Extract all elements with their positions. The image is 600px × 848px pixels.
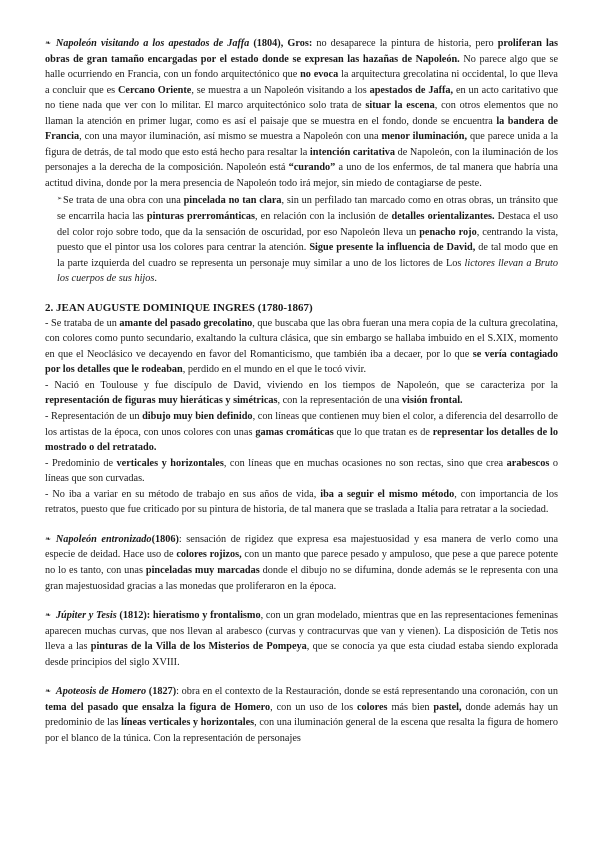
emphasis-text: Apoteosis de Homero [55,686,147,698]
emphasis-text: se vería contagiado por los detalles que le rodeaban [45,348,558,376]
body-text: donde además hay un predominio de las [45,701,558,729]
fleuron-bullet-icon: ❧ [45,611,51,620]
paragraph-napoleon-jaffa-note [57,191,558,286]
body-text: - Representación de un [45,411,143,423]
list-item [45,316,558,378]
body-text: - No iba a variar en su método de trabajo en sus años de vida, [45,488,321,500]
body-text: más bien [387,701,434,713]
body-text: no desaparece la pintura de historia, pero [316,38,498,49]
body-text: , sin un perfilado tan marcado como en otras obras, un tránsito que se encarrila hacia las [57,195,558,223]
emphasis-text: visión frontal. [401,395,463,407]
emphasis-text: representar los detalles de lo mostrado o del retratado. [45,426,558,454]
list-item [45,378,558,409]
emphasis-text: Napoleón visitando a los apestados de Jaffa [55,38,250,49]
emphasis-text: (1806) [151,533,179,545]
arrow-bullet-icon: ➢ [57,195,63,203]
fleuron-bullet-icon: ❧ [45,534,51,543]
emphasis-text: representación de figuras muy hieráticas y simétricas [45,395,278,407]
body-text: en un acto caritativo que no tiene nada que ver con lo militar. El marco arquitectónico solo trata de [45,84,559,112]
body-text: o líneas que son curvadas. [45,457,559,485]
emphasis-text: pinturas de la Villa de los Misterios de Pompeya [90,641,307,653]
emphasis-text: menor iluminación, [381,131,468,143]
body-text: a uno de los enfermos, de tal manera que habría una actitud divina, donde por la mera presencia de Napoleón todo irá mejor, sin miedo de contagiarse de peste. [45,162,558,189]
body-text: , con otros elementos que no llaman la atención en primer lugar, como es así el paisaje que se muestra en el fondo, donde se encuentra [45,100,558,127]
emphasis-text: penacho rojo [419,226,477,238]
emphasis-text: dibujo muy bien definido [142,411,253,423]
emphasis-text: líneas verticales y horizontales [121,717,255,729]
body-text: con un manto que parece pesado y ampuloso, que pese a que parece potente no lo es tanto, con unas [45,549,559,576]
emphasis-text: pinceladas muy marcadas [145,564,260,576]
body-text: , con la representación de una [277,395,402,407]
body-text: , en relación con la inclusión de [254,211,392,223]
body-text: : obra en el contexto de la Restauración, donde se está representando una coronación, con un [176,686,559,698]
body-text: que parece unida a la figura de detrás, de tal modo que esto está hecho para resaltar la [45,131,558,158]
emphasis-text: Cercano Oriente [118,84,192,96]
emphasis-text: apestados de Jaffa, [369,84,454,96]
body-text: , con un gran modelado, mientras que en las representaciones femeninas aparecen muchas curvas, que nos llevan al arabesco (curvas y contracurvas que van y vienen). La disposición de Tetis nos lleva a las [45,610,558,653]
body-text: la arquitectura grecolatina ni occidental, lo que lleva a concluir que es [45,69,558,96]
paragraph-napoleon-entronizado [45,532,558,594]
body-text: - Nació en Toulouse y fue discípulo de David, viviendo en los tiempos de Napoleón, que se caracteriza por la [45,379,558,391]
body-text: que lo que tratan es de [333,426,433,438]
emphasis-text: gamas cromáticas [255,426,334,438]
body-text: , con importancia de los retratos, puesto que fue criticado por su pintura de historia, de tal manera que se traslada a Italia para retratar a la sociedad. [45,488,559,516]
paragraph-apoteosis-homero [45,684,558,746]
body-text: , centrando la vista, puesto que el pintor usa los colores para centrar la atención. [57,226,559,254]
paragraph-jupiter-tesis [45,608,558,670]
body-text: . [154,273,157,285]
emphasis-text: pastel, [433,701,462,713]
paragraph-napoleon-jaffa [45,36,558,191]
body-text: Se trata de una obra con una [63,195,184,207]
body-text: - Predominio de [45,457,117,469]
emphasis-text: Napoleón entronizado [55,533,152,545]
body-text: , con un uso de los [270,701,357,713]
body-text: , con una mayor iluminación, así mismo se muestra a Napoleón con una [79,131,382,143]
emphasis-text: (1812): hieratismo y frontalismo [116,610,261,622]
section-heading-ingres: 2. JEAN AUGUSTE DOMINIQUE INGRES (1780-1867) [45,301,313,314]
emphasis-text: iba a seguir el mismo método [320,488,455,500]
body-text: , con líneas que en muchas ocasiones no son rectas, sino que crea [223,457,507,469]
body-text: donde el dibujo no se difumina, donde además se le representa con una gran majestuosidad gracias a las monedas que proliferaron en la época. [45,564,558,592]
emphasis-text: (1827) [146,686,177,698]
emphasis-text: lictores llevan a Bruto los cuerpos de sus hijos [57,257,558,285]
body-text: , con una iluminación general de la escena que resalta la figura de homero por el blanco de la túnica. Con la representación de personajes [45,717,558,744]
list-item [45,409,558,456]
body-text: , perdido en el mundo en el que le tocó vivir. [182,364,367,376]
emphasis-text: detalles orientalizantes. [391,211,495,223]
body-text: No parece algo que se halle ocurriendo en Francia, con un fondo arquitectónico que [45,53,558,81]
emphasis-text: no evoca [300,69,339,81]
emphasis-text: arabescos [506,457,550,469]
body-text: Destaca el uso del color rojo sobre todo, que da la sensación de oscuridad, por eso Napoleón lleva un [57,211,558,238]
body-text: de tal modo que en la parte izquierda del cuadro se representa un personaje muy similar a uno de los lictores de Los [57,242,558,269]
emphasis-text: situar la escena [365,100,435,112]
emphasis-text: pinturas prerrománticas [146,211,255,223]
body-text: , que buscaba que las obra fueran una mera copia de la cultura grecolatina, con colores como punto secundario, exaltando la cultura clásica, que sin embargo se hallaba imbuido en el S.XIX, momento en que el Neoclásico ve decayendo en favor del Romanticismo, que también iba a decaer, por lo que [45,317,558,360]
emphasis-text: la bandera de Francia [45,115,558,143]
ingres-points-list [45,316,558,518]
emphasis-text: colores [357,701,388,713]
emphasis-text: “curando” [288,162,336,174]
list-item [45,487,558,518]
emphasis-text: verticales y horizontales [116,457,224,469]
list-item [45,456,558,487]
body-text: , que se conocía ya que esta ciudad estaba siendo explorada desde principios del siglo XVIII. [45,641,558,668]
body-text: , con líneas que contienen muy bien el color, a diferencia del desarrollo de los artistas de la época, con unos colores con unas [45,411,558,438]
body-text: - Se trataba de un [45,317,120,329]
emphasis-text: colores rojizos, [176,549,242,561]
emphasis-text: intención caritativa [309,146,396,158]
body-text: : sensación de rigidez que expresa esa majestuosidad y esa manera de verlo como una especie de deidad. Hace uso de [45,533,559,561]
body-text: , se muestra a un Napoleón visitando a los [191,84,370,96]
fleuron-bullet-icon: ❧ [45,39,51,47]
emphasis-text: Sigue presente la influencia de David, [309,242,476,254]
body-text: de Napoleón, con la iluminación de los personajes a la derecha de la composición. Napoleón está [45,146,558,174]
emphasis-text: proliferan las obras de gran tamaño encargadas por el estado donde se expresan las hazañas de Napoleón. [45,38,559,65]
emphasis-text: Júpiter y Tesis [55,610,117,622]
emphasis-text: pincelada no tan clara [183,195,282,207]
fleuron-bullet-icon: ❧ [45,687,51,696]
emphasis-text: tema del pasado que ensalza la figura de Homero [45,701,271,713]
emphasis-text: amante del pasado grecolatino [119,317,253,329]
emphasis-text: (1804), Gros: [249,38,317,49]
